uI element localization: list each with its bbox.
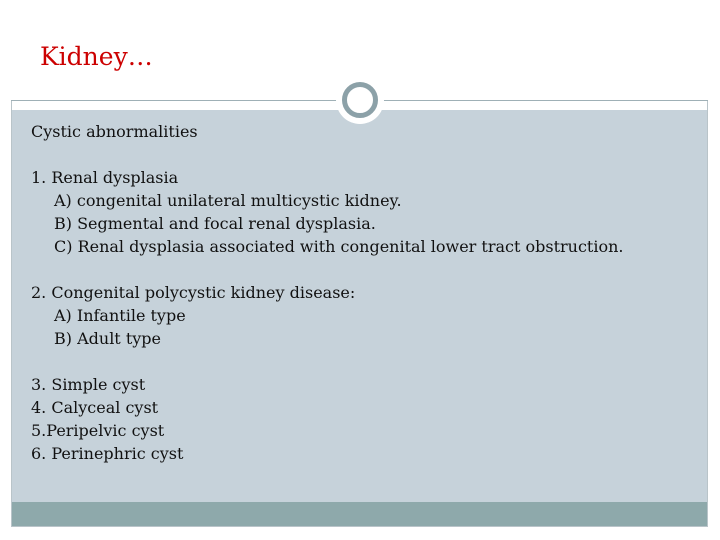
list-item: A) congenital unilateral multicystic kidney. xyxy=(54,191,402,210)
section-renal-dysplasia: 1. Renal dysplasia xyxy=(31,168,179,187)
section-polycystic-kidney: 2. Congenital polycystic kidney disease: xyxy=(31,283,356,302)
ring-icon xyxy=(342,82,378,118)
spacer xyxy=(31,258,691,281)
slide-title: Kidney… xyxy=(40,42,153,71)
list-item: B) Segmental and focal renal dysplasia. xyxy=(54,214,376,233)
list-item: C) Renal dysplasia associated with congenital lower tract obstruction. xyxy=(54,237,624,256)
spacer xyxy=(31,350,691,373)
slide-content xyxy=(31,120,691,465)
list-item-peripelvic-cyst: 5.Peripelvic cyst xyxy=(31,421,165,440)
circle-ornament-icon xyxy=(336,76,384,124)
list-item: B) Adult type xyxy=(54,329,161,348)
spacer xyxy=(31,143,691,166)
content-heading: Cystic abnormalities xyxy=(31,122,198,141)
footer-bar xyxy=(12,502,707,526)
list-item: A) Infantile type xyxy=(54,306,186,325)
list-item-perinephric-cyst: 6. Perinephric cyst xyxy=(31,444,184,463)
list-item-calyceal-cyst: 4. Calyceal cyst xyxy=(31,398,159,417)
list-item-simple-cyst: 3. Simple cyst xyxy=(31,375,146,394)
